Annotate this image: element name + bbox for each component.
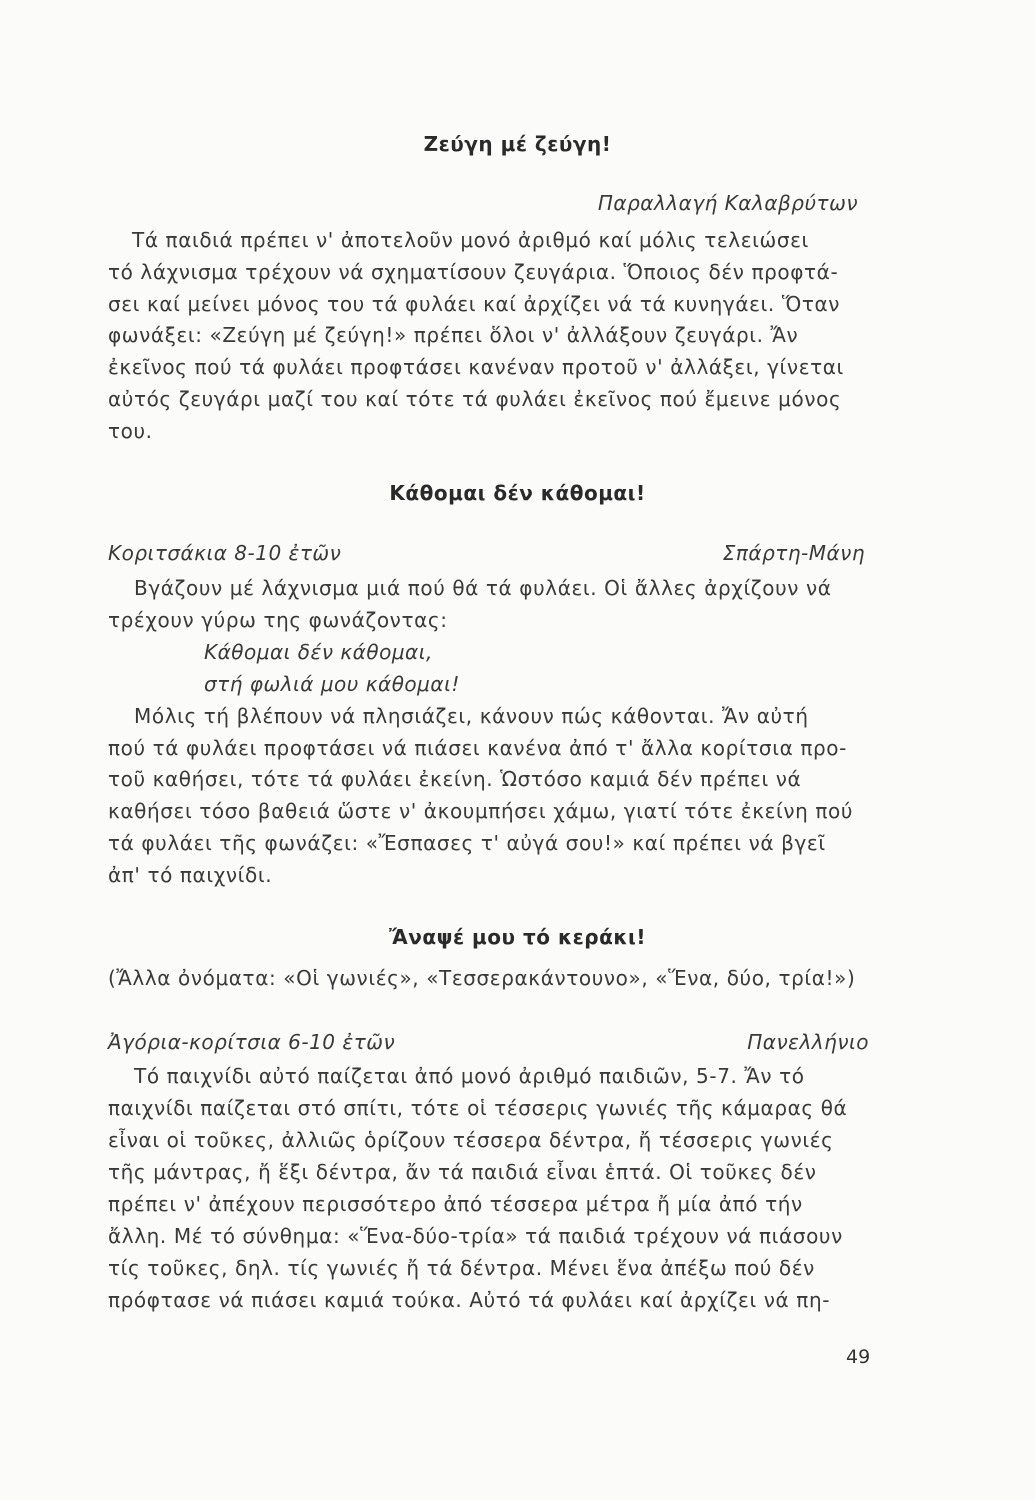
alt-names: (Ἄλλα ὀνόματα: «Οἱ γωνιές», «Τεσσερακάντουνο», «Ἕνα, δύο, τρία!»)	[108, 966, 856, 990]
paragraph-line: φωνάξει: «Ζεύγη μέ ζεύγη!» πρέπει ὅλοι ν' ἀλλάξουν ζευγάρι. Ἄν	[108, 323, 799, 347]
paragraph-line: Βγάζουν μέ λάχνισμα μιά πού θά τά φυλάει. Οἱ ἄλλες ἀρχίζουν νά	[134, 576, 832, 600]
verse-line: Κάθομαι δέν κάθομαι,	[204, 640, 433, 664]
paragraph-line: Τό παιχνίδι αὐτό παίζεται ἀπό μονό ἀριθμό παιδιῶν, 5-7. Ἄν τό	[134, 1064, 805, 1088]
paragraph-line: πρέπει ν' ἀπέχουν περισσότερο ἀπό τέσσερα μέτρα ἤ μία ἀπό τήν	[108, 1192, 803, 1216]
paragraph-line: τά φυλάει τῆς φωνάζει: «Ἔσπασες τ' αὐγά σου!» καί πρέπει νά βγεῖ	[108, 831, 826, 855]
paragraph-line: εἶναι οἱ τοῦκες, ἀλλιῶς ὁρίζουν τέσσερα δέντρα, ἤ τέσσερις γωνιές	[108, 1128, 834, 1152]
paragraph-line: ἄλλη. Μέ τό σύνθημα: «Ἕνα-δύο-τρία» τά παιδιά τρέχουν νά πιάσουν	[108, 1224, 843, 1248]
section-title: Κάθομαι δέν κάθομαι!	[389, 481, 646, 505]
source-region: Πανελλήνιο	[747, 1030, 869, 1054]
audience-label: Ἀγόρια-κορίτσια 6-10 ἐτῶν	[108, 1030, 396, 1054]
paragraph-line: τρέχουν γύρω της φωνάζοντας:	[108, 608, 448, 632]
paragraph-line: τοῦ καθήσει, τότε τά φυλάει ἐκείνη. Ὡστόσο καμιά δέν πρέπει νά	[108, 767, 802, 791]
page-number: 49	[846, 1346, 871, 1368]
source-region: Παραλλαγή Καλαβρύτων	[597, 191, 858, 215]
paragraph-line: Μόλις τή βλέπουν νά πλησιάζει, κάνουν πώς κάθονται. Ἄν αὐτή	[134, 704, 809, 728]
paragraph-line: Τά παιδιά πρέπει ν' ἀποτελοῦν μονό ἀριθμό καί μόλις τελειώσει	[132, 228, 809, 252]
paragraph-line: πού τά φυλάει προφτάσει νά πιάσει κανένα ἀπό τ' ἄλλα κορίτσια προ-	[108, 736, 847, 760]
paragraph-line: αὐτός ζευγάρι μαζί του καί τότε τά φυλάει ἐκεῖνος πού ἔμεινε μόνος	[108, 387, 842, 411]
paragraph-line: του.	[108, 419, 153, 443]
paragraph-line: ἀπ' τό παιχνίδι.	[108, 863, 273, 887]
paragraph-line: πρόφτασε νά πιάσει καμιά τούκα. Αὐτό τά φυλάει καί ἀρχίζει νά πη-	[108, 1288, 831, 1312]
source-region: Σπάρτη-Μάνη	[722, 541, 865, 565]
paragraph-line: ἐκεῖνος πού τά φυλάει προφτάσει κανέναν προτοῦ ν' ἀλλάξει, γίνεται	[108, 355, 844, 379]
paragraph-line: τῆς μάντρας, ἤ ἕξι δέντρα, ἄν τά παιδιά εἶναι ἑπτά. Οἱ τοῦκες δέν	[108, 1160, 817, 1184]
section-title: Ζεύγη μέ ζεύγη!	[423, 132, 612, 156]
verse-line: στή φωλιά μου κάθομαι!	[204, 672, 460, 696]
section-title: Ἄναψέ μου τό κεράκι!	[389, 925, 646, 949]
paragraph-line: καθήσει τόσο βαθειά ὥστε ν' ἀκουμπήσει χάμω, γιατί τότε ἐκείνη πού	[108, 799, 854, 823]
audience-label: Κοριτσάκια 8-10 ἐτῶν	[108, 541, 342, 565]
paragraph-line: τό λάχνισμα τρέχουν νά σχηματίσουν ζευγάρια. Ὅποιος δέν προφτά-	[108, 260, 839, 284]
paragraph-line: σει καί μείνει μόνος του τά φυλάει καί ἀρχίζει νά τά κυνηγάει. Ὅταν	[108, 292, 841, 316]
paragraph-line: παιχνίδι παίζεται στό σπίτι, τότε οἱ τέσσερις γωνιές τῆς κάμαρας θά	[108, 1096, 848, 1120]
paragraph-line: τίς τοῦκες, δηλ. τίς γωνιές ἤ τά δέντρα. Μένει ἕνα ἀπέξω πού δέν	[108, 1256, 815, 1280]
